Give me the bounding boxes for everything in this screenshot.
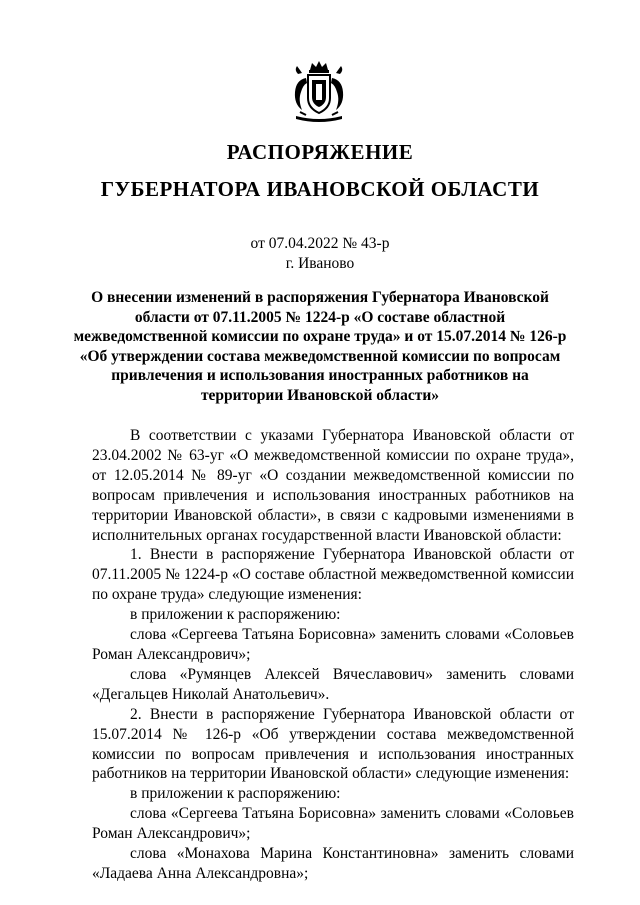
document-type-title: РАСПОРЯЖЕНИЕ <box>226 140 414 164</box>
body-paragraph: слова «Румянцев Алексей Вячеславович» заменить словами «Дегальцев Николай Анатольевич». <box>92 665 574 703</box>
body-paragraph: в приложении к распоряжению: <box>130 785 341 803</box>
coat-of-arms-icon <box>288 58 350 126</box>
body-paragraph: слова «Монахова Марина Константиновна» заменить словами «Ладаева Анна Александровна»; <box>92 845 574 882</box>
document-date-number: от 07.04.2022 № 43-р <box>250 235 390 252</box>
body-paragraph: слова «Сергеева Татьяна Борисовна» заменить словами «Соловьев Роман Александрович»; <box>92 805 574 843</box>
body-paragraph: 2. Внести в распоряжение Губернатора Ивановской области от 15.07.2014 № 126-р «Об утверждении состава межведомственной комиссии по вопросам привлечения и использования иностранных работников на территории Ивановской области» следующие изменения: <box>92 705 574 783</box>
document-body <box>92 426 574 884</box>
issuer-title: ГУБЕРНАТОРА ИВАНОВСКОЙ ОБЛАСТИ <box>100 177 540 201</box>
body-paragraph: в приложении к распоряжению: <box>130 606 341 624</box>
body-paragraph: слова «Сергеева Татьяна Борисовна» заменить словами «Соловьев Роман Александрович»; <box>92 626 574 663</box>
document-city: г. Иваново <box>285 255 355 272</box>
document-subject: О внесении изменений в распоряжения Губернатора Ивановской области от 07.11.2005 № 1224-р «О составе областной межведомственной комиссии по охране труда» и от 15.07.2014 № 126-р «Об утверждении состава межведомственной комиссии по вопросам привлечения и использования иностранных работников на территории Ивановской области» <box>73 289 567 404</box>
body-paragraph: В соответствии с указами Губернатора Ивановской области от 23.04.2002 № 63-уг «О межведомственной комиссии по охране труда», от 12.05.2014 № 89-уг «О создании межведомственной комиссии по вопросам привлечения и использования иностранных работников на территории Ивановской области», в связи с кадровыми изменениями в исполнительных органах государственной власти Ивановской области: <box>92 427 574 544</box>
body-paragraph: 1. Внести в распоряжение Губернатора Ивановской области от 07.11.2005 № 1224-р «О составе областной межведомственной комиссии по охране труда» следующие изменения: <box>92 546 574 604</box>
